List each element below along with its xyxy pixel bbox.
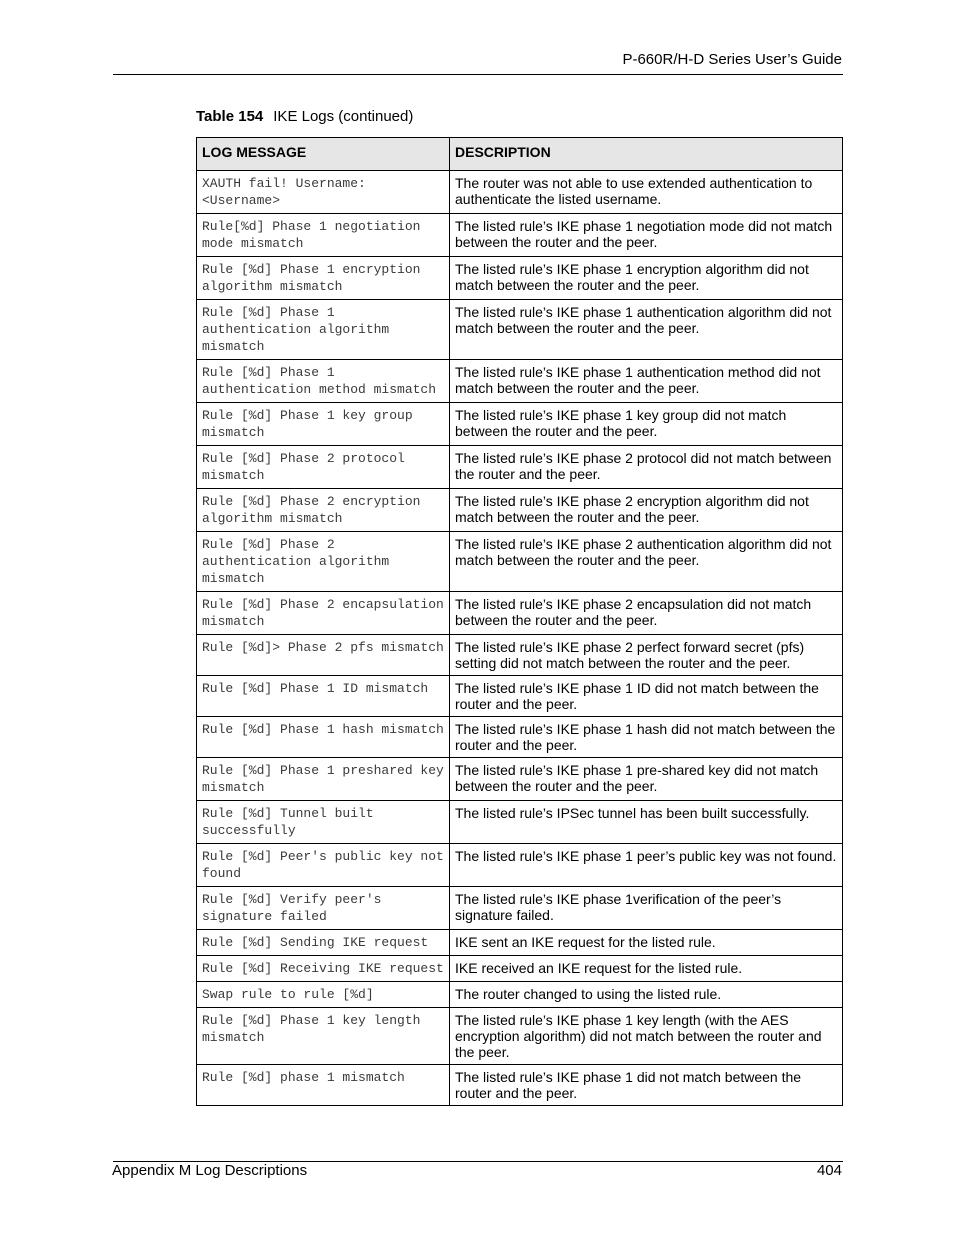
log-message-cell: Rule [%d] Phase 1 key length mismatch bbox=[197, 1008, 450, 1065]
log-message-cell: Rule [%d] Phase 2 encapsulation mismatch bbox=[197, 592, 450, 635]
table-number: Table 154 bbox=[196, 108, 264, 125]
table-row bbox=[197, 635, 843, 676]
log-message-cell: Rule [%d] Phase 1 encryption algorithm mismatch bbox=[197, 257, 450, 300]
description-cell: The listed rule’s IKE phase 1 did not match between the router and the peer. bbox=[450, 1065, 843, 1106]
log-message-cell: Rule [%d] Tunnel built successfully bbox=[197, 801, 450, 844]
description-cell: IKE received an IKE request for the listed rule. bbox=[450, 956, 843, 982]
column-header-log-message: LOG MESSAGE bbox=[197, 138, 450, 171]
guide-title: P-660R/H-D Series User’s Guide bbox=[622, 51, 842, 68]
table-row bbox=[197, 532, 843, 592]
description-cell: The listed rule’s IKE phase 1 authentication algorithm did not match between the router and the peer. bbox=[450, 300, 843, 360]
description-cell: The listed rule’s IKE phase 2 perfect forward secret (pfs) setting did not match between the router and the peer. bbox=[450, 635, 843, 676]
description-cell: The listed rule’s IKE phase 1 key length (with the AES encryption algorithm) did not match between the router and the peer. bbox=[450, 1008, 843, 1065]
table-row bbox=[197, 844, 843, 887]
table-row bbox=[197, 300, 843, 360]
table-row bbox=[197, 930, 843, 956]
log-message-cell: Rule [%d] Phase 2 encryption algorithm mismatch bbox=[197, 489, 450, 532]
log-message-cell: Rule [%d] Phase 1 ID mismatch bbox=[197, 676, 450, 717]
log-message-cell: Rule [%d] Phase 2 protocol mismatch bbox=[197, 446, 450, 489]
log-message-cell: Rule [%d] Peer's public key not found bbox=[197, 844, 450, 887]
header-divider bbox=[113, 74, 843, 75]
column-header-description: DESCRIPTION bbox=[450, 138, 843, 171]
description-cell: The listed rule’s IKE phase 1 pre-shared key did not match between the router and the peer. bbox=[450, 758, 843, 801]
table-row bbox=[197, 801, 843, 844]
log-message-cell: Rule [%d] Receiving IKE request bbox=[197, 956, 450, 982]
table-header-row bbox=[197, 138, 843, 171]
table-row bbox=[197, 956, 843, 982]
description-cell: The router changed to using the listed rule. bbox=[450, 982, 843, 1008]
description-cell: The listed rule’s IKE phase 2 encapsulation did not match between the router and the peer. bbox=[450, 592, 843, 635]
log-message-cell: XAUTH fail! Username: <Username> bbox=[197, 171, 450, 214]
table-title: IKE Logs (continued) bbox=[273, 108, 414, 125]
log-message-cell: Rule [%d] Verify peer's signature failed bbox=[197, 887, 450, 930]
table-row bbox=[197, 446, 843, 489]
description-cell: The listed rule’s IKE phase 1 authentication method did not match between the router and the peer. bbox=[450, 360, 843, 403]
table-row bbox=[197, 171, 843, 214]
description-cell: The listed rule’s IKE phase 2 protocol did not match between the router and the peer. bbox=[450, 446, 843, 489]
log-message-cell: Rule [%d] Phase 1 authentication method mismatch bbox=[197, 360, 450, 403]
log-message-cell: Rule [%d] Phase 1 preshared key mismatch bbox=[197, 758, 450, 801]
description-cell: The listed rule’s IKE phase 1 hash did not match between the router and the peer. bbox=[450, 717, 843, 758]
table-row bbox=[197, 214, 843, 257]
description-cell: The listed rule’s IKE phase 1 key group did not match between the router and the peer. bbox=[450, 403, 843, 446]
log-message-cell: Rule [%d]> Phase 2 pfs mismatch bbox=[197, 635, 450, 676]
description-cell: The listed rule’s IKE phase 1 negotiation mode did not match between the router and the peer. bbox=[450, 214, 843, 257]
table-row bbox=[197, 758, 843, 801]
table-row bbox=[197, 887, 843, 930]
ike-logs-table bbox=[196, 137, 843, 1106]
table-caption bbox=[196, 108, 413, 125]
description-cell: The listed rule’s IPSec tunnel has been built successfully. bbox=[450, 801, 843, 844]
table-row bbox=[197, 676, 843, 717]
log-message-cell: Rule[%d] Phase 1 negotiation mode mismatch bbox=[197, 214, 450, 257]
table-body bbox=[197, 171, 843, 1106]
table-row bbox=[197, 489, 843, 532]
description-cell: The listed rule’s IKE phase 2 authentication algorithm did not match between the router and the peer. bbox=[450, 532, 843, 592]
description-cell: The listed rule’s IKE phase 1 peer’s public key was not found. bbox=[450, 844, 843, 887]
log-message-cell: Swap rule to rule [%d] bbox=[197, 982, 450, 1008]
footer-section-title: Appendix M Log Descriptions bbox=[112, 1162, 308, 1179]
log-message-cell: Rule [%d] Phase 1 hash mismatch bbox=[197, 717, 450, 758]
page-number: 404 bbox=[816, 1162, 842, 1179]
log-message-cell: Rule [%d] Phase 1 key group mismatch bbox=[197, 403, 450, 446]
table-row bbox=[197, 257, 843, 300]
log-message-cell: Rule [%d] phase 1 mismatch bbox=[197, 1065, 450, 1106]
description-cell: The router was not able to use extended authentication to authenticate the listed username. bbox=[450, 171, 843, 214]
log-message-cell: Rule [%d] Sending IKE request bbox=[197, 930, 450, 956]
description-cell: The listed rule’s IKE phase 2 encryption algorithm did not match between the router and the peer. bbox=[450, 489, 843, 532]
log-message-cell: Rule [%d] Phase 1 authentication algorithm mismatch bbox=[197, 300, 450, 360]
description-cell: The listed rule’s IKE phase 1 ID did not match between the router and the peer. bbox=[450, 676, 843, 717]
table-row bbox=[197, 360, 843, 403]
table-row bbox=[197, 717, 843, 758]
table-row bbox=[197, 1065, 843, 1106]
table-row bbox=[197, 403, 843, 446]
table-row bbox=[197, 592, 843, 635]
log-message-cell: Rule [%d] Phase 2 authentication algorithm mismatch bbox=[197, 532, 450, 592]
table-row bbox=[197, 1008, 843, 1065]
description-cell: IKE sent an IKE request for the listed rule. bbox=[450, 930, 843, 956]
table-row bbox=[197, 982, 843, 1008]
description-cell: The listed rule’s IKE phase 1 encryption algorithm did not match between the router and the peer. bbox=[450, 257, 843, 300]
description-cell: The listed rule’s IKE phase 1verification of the peer’s signature failed. bbox=[450, 887, 843, 930]
